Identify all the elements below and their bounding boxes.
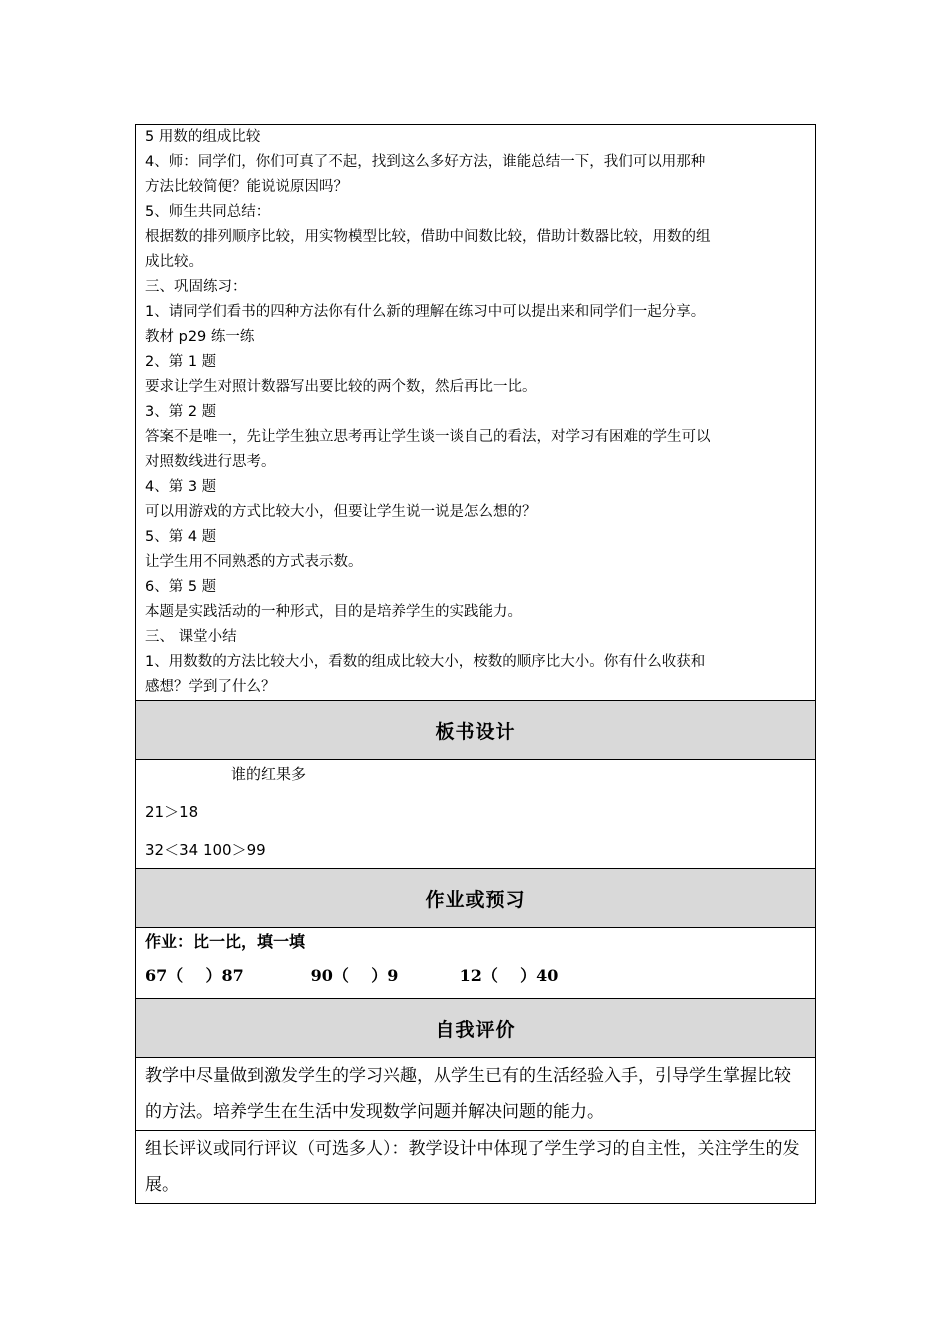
lesson-line: 本题是实践活动的一种形式，目的是培养学生的实践能力。 [145, 604, 522, 620]
lesson-line: 感想？学到了什么？ [145, 679, 276, 695]
lesson-line: 1、请同学们看书的四种方法你有什么新的理解在练习中可以提出来和同学们一起分享。 [145, 304, 706, 320]
board-design-row [136, 760, 816, 869]
lesson-line: 根据数的排列顺序比较，用实物模型比较，借助中间数比较，借助计数器比较，用数的组 [145, 229, 711, 245]
board-title: 谁的红果多 [231, 765, 307, 783]
lesson-line: 4、第 3 题 [145, 479, 217, 495]
lesson-process-row [136, 125, 816, 701]
board-line-1: 21＞18 [145, 803, 199, 821]
peer-eval-text: 组长评议或同行评议（可选多人）：教学设计中体现了学生学习的自主性，关注学生的发展。 [136, 1131, 816, 1204]
lesson-plan-table [135, 124, 816, 1204]
board-design-cell [136, 760, 816, 869]
lesson-line: 答案不是唯一，先让学生独立思考再让学生谈一谈自己的看法，对学习有困难的学生可以 [145, 429, 711, 445]
self-eval-header: 自我评价 [136, 999, 816, 1058]
homework-header-row [136, 869, 816, 928]
self-eval-text: 教学中尽量做到激发学生的学习兴趣，从学生已有的生活经验入手，引导学生掌握比较的方法。培养学生在生活中发现数学问题并解决问题的能力。 [136, 1058, 816, 1131]
board-line-2: 32＜34 100＞99 [145, 841, 266, 859]
lesson-line: 3、第 2 题 [145, 404, 217, 420]
lesson-line: 4、师：同学们，你们可真了不起，找到这么多好方法，谁能总结一下，我们可以用那种 [145, 154, 706, 170]
lesson-line: 5、师生共同总结： [145, 204, 271, 220]
self-eval-header-row [136, 999, 816, 1058]
homework-row [136, 928, 816, 999]
lesson-line: 可以用游戏的方式比较大小，但要让学生说一说是怎么想的？ [145, 504, 537, 520]
lesson-line: 5 用数的组成比较 [145, 129, 261, 145]
self-eval-row [136, 1058, 816, 1131]
lesson-line: 要求让学生对照计数器写出要比较的两个数，然后再比一比。 [145, 379, 537, 395]
peer-eval-row [136, 1131, 816, 1204]
lesson-line: 对照数线进行思考。 [145, 454, 276, 470]
homework-header: 作业或预习 [136, 869, 816, 928]
board-design-header: 板书设计 [136, 701, 816, 760]
lesson-line: 三、巩固练习： [145, 279, 247, 295]
homework-cell [136, 928, 816, 999]
homework-exercises: 67（ ）87 90（ ）9 12（ ）40 [145, 966, 559, 985]
lesson-line: 方法比较简便？能说说原因吗？ [145, 179, 348, 195]
board-design-header-row [136, 701, 816, 760]
lesson-line: 6、第 5 题 [145, 579, 217, 595]
lesson-process-cell [136, 125, 816, 701]
homework-title: 作业：比一比，填一填 [145, 932, 306, 951]
lesson-line: 2、第 1 题 [145, 354, 217, 370]
lesson-line: 教材 p29 练一练 [145, 329, 255, 345]
lesson-line: 成比较。 [145, 254, 203, 270]
lesson-line: 1、用数数的方法比较大小，看数的组成比较大小，桉数的顺序比大小。你有什么收获和 [145, 654, 706, 670]
lesson-line: 三、 课堂小结 [145, 629, 237, 645]
lesson-line: 让学生用不同熟悉的方式表示数。 [145, 554, 363, 570]
lesson-line: 5、第 4 题 [145, 529, 217, 545]
